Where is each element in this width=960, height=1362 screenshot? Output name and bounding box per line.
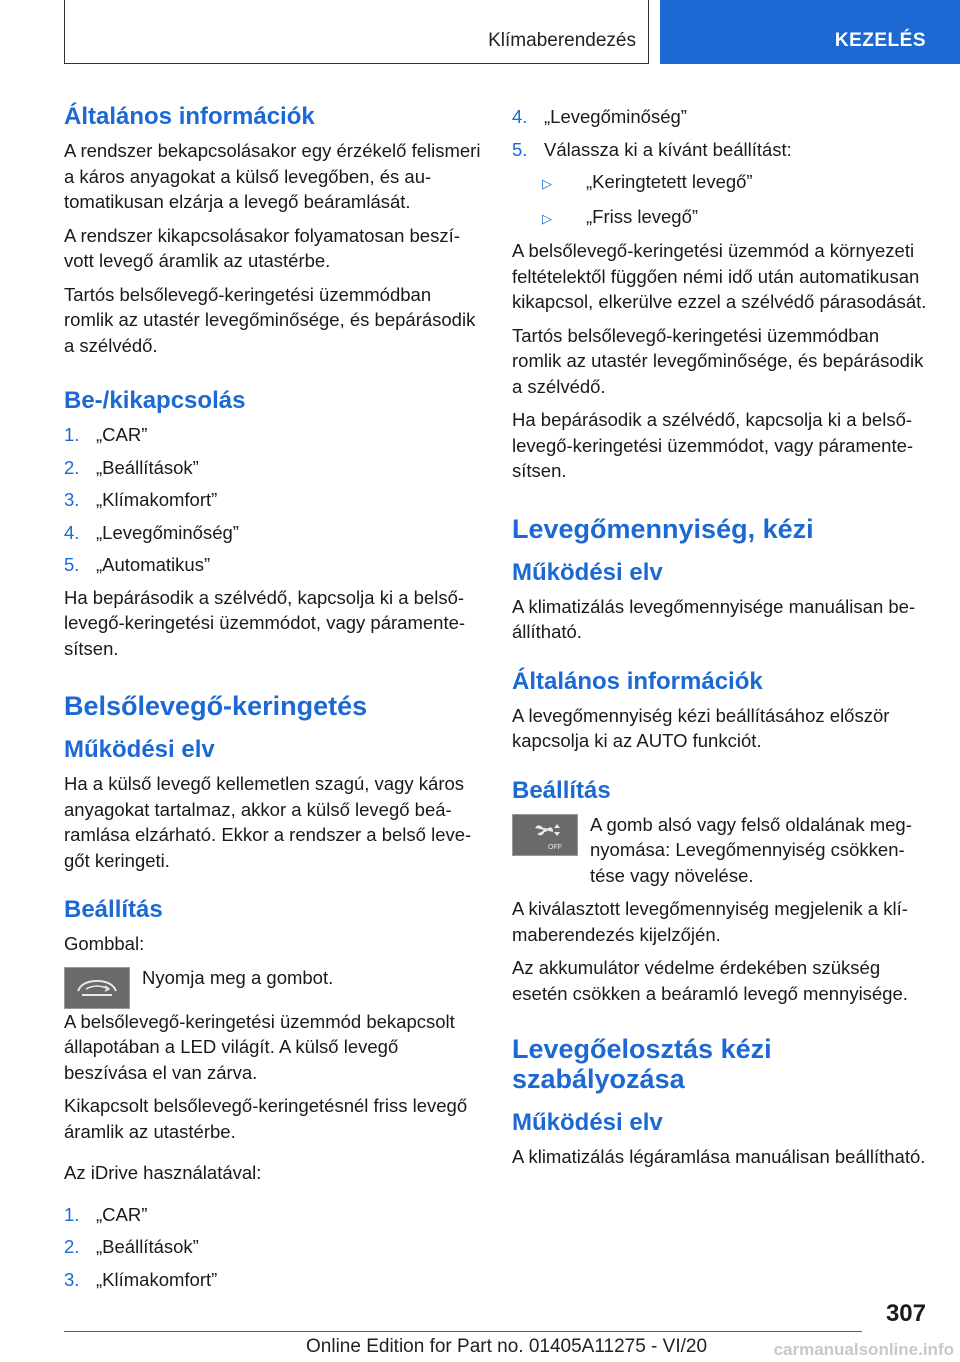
paragraph: A klimatizálás levegőmennyisége manuálisan beállítható. bbox=[512, 595, 916, 642]
heading-air-distribution: Levegőelosztás kézi szabályozása bbox=[512, 1034, 772, 1094]
left-column bbox=[64, 100, 482, 1299]
paragraph: A kiválasztott levegőmennyiség megjelenik a klímaberendezés kijelzőjén. bbox=[512, 898, 908, 945]
heading-general-info: Általános információk bbox=[512, 667, 763, 695]
list-item: 1. „CAR” bbox=[64, 1203, 148, 1225]
heading-air-quantity: Levegőmennyiség, kézi bbox=[512, 513, 814, 544]
list-item: 4. „Levegőminőség” bbox=[64, 521, 239, 543]
button-instruction-text: A gomb alsó vagy felső oldalának megnyomása: Levegőmennyiség csökkentése vagy növelése. bbox=[590, 813, 912, 886]
paragraph: Ha bepárásodik a szélvédő, kapcsolja ki a belsőlevegő-keringetési üzemmódot, vagy páramentesítsen. bbox=[64, 586, 466, 659]
list-item: ▷ „Friss levegő” bbox=[512, 204, 930, 232]
step-list bbox=[64, 1202, 482, 1293]
heading-principle: Működési elv bbox=[64, 736, 215, 763]
paragraph: Tartós belsőlevegő-keringetési üzemmódban romlik az utastér levegőminősége, és bepárásodik a szélvédő. bbox=[512, 324, 924, 397]
button-instruction bbox=[64, 965, 482, 1009]
list-item: ▷ „Keringtetett levegő” bbox=[512, 169, 930, 197]
fan-button-icon bbox=[512, 814, 578, 856]
button-instruction-text: Nyomja meg a gombot. bbox=[142, 966, 334, 988]
paragraph: Ha bepárásodik a szélvédő, kapcsolja ki a belsőlevegő-keringetési üzemmódot, vagy páramentesítsen. bbox=[512, 409, 914, 481]
list-item: 2. „Beállítások” bbox=[64, 1236, 199, 1257]
heading-recirculation: Belsőlevegő-keringetés bbox=[64, 691, 368, 721]
footer-divider bbox=[64, 1331, 862, 1332]
right-column bbox=[512, 100, 930, 1178]
list-item: 3. „Klímakomfort” bbox=[64, 489, 218, 510]
header-section-box bbox=[64, 0, 649, 64]
list-item: 2. „Beállítások” bbox=[64, 456, 199, 478]
paragraph: Gombbal: bbox=[64, 933, 145, 954]
paragraph: A rendszer bekapcsolásakor egy érzékelő felismeri a káros anyagokat a külső levegőben, és automatikusan elzárja a levegő beáramlását. bbox=[64, 140, 481, 212]
paragraph: Tartós belsőlevegő-keringetési üzemmódban romlik az utastér levegőminősége, és bepárásodik a szélvédő. bbox=[64, 283, 476, 356]
list-item: 1. „CAR” bbox=[64, 424, 148, 445]
heading-general-info: Általános információk bbox=[64, 103, 315, 130]
recirculation-button-icon bbox=[64, 967, 130, 1009]
step-list bbox=[512, 104, 930, 162]
off-label: OFF bbox=[548, 844, 562, 851]
list-item: 5. Válassza ki a kívánt beállítást: bbox=[512, 138, 792, 160]
heading-setting: Beállítás bbox=[64, 896, 163, 923]
step-list bbox=[64, 422, 482, 578]
heading-on-off: Be-/kikapcsolás bbox=[64, 387, 246, 414]
paragraph: Az iDrive használatával: bbox=[64, 1162, 262, 1183]
button-instruction bbox=[512, 812, 930, 889]
chapter-title: KEZELÉS bbox=[834, 30, 926, 51]
paragraph: A rendszer kikapcsolásakor folyamatosan beszívott levegő áramlik az utastérbe. bbox=[64, 224, 460, 271]
watermark: carmanualsonline.info bbox=[773, 1340, 954, 1359]
list-item: 3. „Klímakomfort” bbox=[64, 1268, 218, 1290]
list-item: 5. „Automatikus” bbox=[64, 554, 211, 575]
triangle-bullet-icon: ▷ bbox=[542, 176, 552, 191]
footer-edition: Online Edition for Part no. 01405A11275 - VI/20 bbox=[306, 1336, 708, 1357]
paragraph: A klimatizálás légáramlása manuálisan beállítható. bbox=[512, 1146, 926, 1167]
paragraph: A belsőlevegő-keringetési üzemmód bekapcsolt állapotában a LED világít. A külső levegő beszívása el van zárva. bbox=[64, 1010, 455, 1083]
paragraph: Kikapcsolt belsőlevegő-keringetésnél friss levegő áramlik az utastérbe. bbox=[64, 1095, 468, 1142]
heading-principle: Működési elv bbox=[512, 558, 663, 586]
paragraph: A belsőlevegő-keringetési üzemmód a környezeti feltételektől függően némi idő után automatikusan kikapcsol, elkerülve ezzel a szélvédő párasodását. bbox=[512, 240, 927, 312]
paragraph: Az akkumulátor védelme érdekében szükség esetén csökken a beáramló levegő mennyisége. bbox=[512, 957, 908, 1004]
header-chapter-box bbox=[660, 0, 960, 64]
paragraph: Ha a külső levegő kellemetlen szagú, vagy káros anyagokat tartalmaz, akkor a külső levegő beáramlása elzárható. Ekkor a rendszer a belső levegőt keringeti. bbox=[64, 773, 472, 871]
triangle-bullet-icon: ▷ bbox=[542, 210, 552, 226]
section-title: Klímaberendezés bbox=[488, 30, 636, 51]
page-number: 307 bbox=[885, 1300, 926, 1327]
option-list bbox=[512, 169, 930, 231]
heading-setting: Beállítás bbox=[512, 776, 611, 804]
heading-principle: Működési elv bbox=[512, 1109, 663, 1136]
list-item: 4. „Levegőminőség” bbox=[512, 106, 687, 127]
paragraph: A levegőmennyiség kézi beállításához először kapcsolja ki az AUTO funkciót. bbox=[512, 704, 890, 751]
